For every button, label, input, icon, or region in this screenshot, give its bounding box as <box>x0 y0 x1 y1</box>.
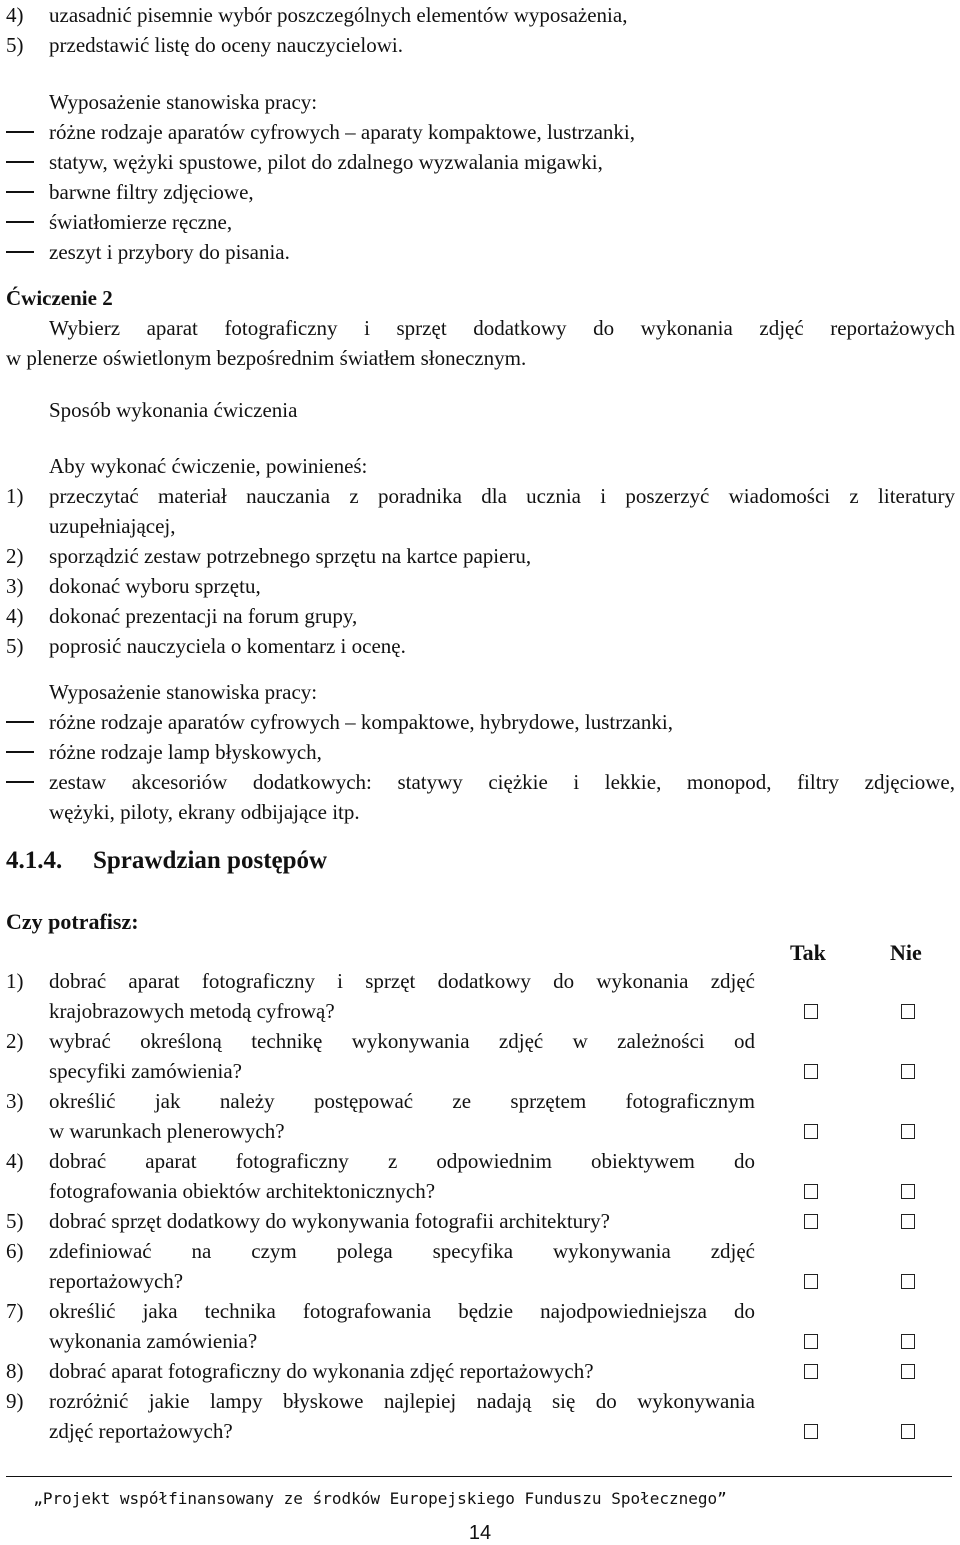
item-text-cont: reportażowych? <box>49 1269 184 1293</box>
yes-checkbox[interactable] <box>804 1124 818 1139</box>
no-checkbox[interactable] <box>901 1274 915 1289</box>
yes-checkbox[interactable] <box>804 1214 818 1229</box>
list-item: zestaw akcesoriów dodatkowych: statywy ciężkie i lekkie, monopod, filtry zdjęciowe, <box>0 767 960 797</box>
checklist-question: Czy potrafisz: <box>6 909 139 934</box>
item-text-cont: specyfiki zamówienia? <box>49 1059 242 1083</box>
list-item: barwne filtry zdjęciowe, <box>0 177 960 207</box>
method-title: Sposób wykonania ćwiczenia <box>49 398 298 422</box>
dash-bullet <box>6 221 34 223</box>
item-number: 7) <box>6 1299 24 1323</box>
yes-checkbox[interactable] <box>804 1364 818 1379</box>
no-checkbox[interactable] <box>901 1124 915 1139</box>
column-no: Nie <box>890 940 922 965</box>
yes-checkbox[interactable] <box>804 1184 818 1199</box>
yes-checkbox[interactable] <box>804 1274 818 1289</box>
equipment-list-1 <box>0 87 960 267</box>
item-number: 3) <box>6 1089 24 1113</box>
list-item: różne rodzaje aparatów cyfrowych – kompaktowe, hybrydowe, lustrzanki, <box>0 707 960 737</box>
list-item: światłomierze ręczne, <box>0 207 960 237</box>
item-text: wybrać określoną technikę wykonywania zdjęć w zależności od <box>49 1029 755 1053</box>
dash-bullet <box>6 191 34 193</box>
list-item: 4) dokonać prezentacji na forum grupy, <box>6 604 358 628</box>
list-item: różne rodzaje aparatów cyfrowych – aparaty kompaktowe, lustrzanki, <box>0 117 960 147</box>
list-item: 1) przeczytać materiał nauczania z poradnika dla ucznia i poszerzyć wiadomości z literatury <box>6 484 955 508</box>
item-number: 9) <box>6 1389 24 1413</box>
footer-divider <box>6 1476 952 1477</box>
item-text: dobrać sprzęt dodatkowy do wykonywania fotografii architektury? <box>49 1209 610 1233</box>
item-text: dobrać aparat fotograficzny do wykonania zdjęć reportażowych? <box>49 1359 594 1383</box>
item-number: 4) <box>6 1149 24 1173</box>
list-item-cont: wężyki, piloty, ekrany odbijające itp. <box>49 800 360 824</box>
column-yes: Tak <box>790 940 826 965</box>
exercise-steps <box>0 451 960 661</box>
checklist-item <box>0 1386 960 1446</box>
item-text-cont: krajobrazowych metodą cyfrową? <box>49 999 335 1023</box>
item-number: 6) <box>6 1239 24 1263</box>
item-number: 5) <box>6 1209 24 1233</box>
checklist-item <box>0 1086 960 1146</box>
item-text: rozróżnić jakie lampy błyskowe najlepiej nadają się do wykonywania <box>49 1389 755 1413</box>
no-checkbox[interactable] <box>901 1334 915 1349</box>
yes-checkbox[interactable] <box>804 1334 818 1349</box>
section-title: Sprawdzian postępów <box>93 847 328 874</box>
section-number: 4.1.4. <box>6 847 63 874</box>
checklist-item <box>0 1206 960 1236</box>
checklist-column-headers <box>0 938 960 968</box>
item-number: 8) <box>6 1359 24 1383</box>
dash-bullet <box>6 251 34 253</box>
no-checkbox[interactable] <box>901 1424 915 1439</box>
dash-bullet <box>6 751 34 753</box>
no-checkbox[interactable] <box>901 1214 915 1229</box>
item-text: dobrać aparat fotograficzny i sprzęt dodatkowy do wykonania zdjęć <box>49 969 755 993</box>
exercise-2 <box>0 283 960 373</box>
equipment-list-2 <box>0 677 960 827</box>
yes-checkbox[interactable] <box>804 1424 818 1439</box>
dash-bullet <box>6 131 34 133</box>
list-item: 5) poprosić nauczyciela o komentarz i ocenę. <box>6 634 406 658</box>
item-text: zdefiniować na czym polega specyfika wykonywania zdjęć <box>49 1239 755 1263</box>
list-item: zeszyt i przybory do pisania. <box>0 237 960 267</box>
item-text-cont: fotografowania obiektów architektonicznych? <box>49 1179 436 1203</box>
section-heading <box>0 843 960 879</box>
dash-bullet <box>6 161 34 163</box>
exercise-description: Wybierz aparat fotograficzny i sprzęt dodatkowy do wykonania zdjęć reportażowych <box>49 316 955 340</box>
list-item: różne rodzaje lamp błyskowych, <box>0 737 960 767</box>
list-item-cont: uzupełniającej, <box>49 514 176 538</box>
checklist-item <box>0 966 960 1026</box>
item-text-cont: zdjęć reportażowych? <box>49 1419 233 1443</box>
list-item: 3) dokonać wyboru sprzętu, <box>6 574 261 598</box>
checklist-item <box>0 1146 960 1206</box>
item-text: określić jaka technika fotografowania będzie najodpowiedniejsza do <box>49 1299 755 1323</box>
steps-intro: Aby wykonać ćwiczenie, powinieneś: <box>49 454 368 478</box>
list-item: 2) sporządzić zestaw potrzebnego sprzętu na kartce papieru, <box>6 544 532 568</box>
yes-checkbox[interactable] <box>804 1004 818 1019</box>
list-item: 4) uzasadnić pisemnie wybór poszczególnych elementów wyposażenia, <box>6 3 628 27</box>
item-number: 2) <box>6 1029 24 1053</box>
dash-bullet <box>6 781 34 783</box>
dash-bullet <box>6 721 34 723</box>
page-number: 14 <box>468 1522 492 1544</box>
item-text: dobrać aparat fotograficzny z odpowiednim obiektywem do <box>49 1149 755 1173</box>
checklist-item <box>0 1026 960 1086</box>
item-number: 1) <box>6 969 24 993</box>
checklist-items <box>0 966 960 1446</box>
no-checkbox[interactable] <box>901 1004 915 1019</box>
list-item: statyw, wężyki spustowe, pilot do zdalnego wyzwalania migawki, <box>0 147 960 177</box>
no-checkbox[interactable] <box>901 1064 915 1079</box>
item-text: określić jak należy postępować ze sprzętem fotograficznym <box>49 1089 755 1113</box>
equipment-title: Wyposażenie stanowiska pracy: <box>49 90 318 114</box>
item-text-cont: w warunkach plenerowych? <box>49 1119 285 1143</box>
checklist-item <box>0 1236 960 1296</box>
checklist-item <box>0 1296 960 1356</box>
checklist-item <box>0 1356 960 1386</box>
item-text-cont: wykonania zamówienia? <box>49 1329 258 1353</box>
yes-checkbox[interactable] <box>804 1064 818 1079</box>
equipment-title: Wyposażenie stanowiska pracy: <box>49 680 318 704</box>
no-checkbox[interactable] <box>901 1184 915 1199</box>
list-item: 5) przedstawić listę do oceny nauczycielowi. <box>6 33 403 57</box>
no-checkbox[interactable] <box>901 1364 915 1379</box>
exercise-description-cont: w plenerze oświetlonym bezpośrednim światłem słonecznym. <box>6 346 527 370</box>
top-list <box>0 0 960 60</box>
exercise-title: Ćwiczenie 2 <box>6 286 113 310</box>
footer-text: „Projekt współfinansowany ze środków Europejskiego Funduszu Społecznego” <box>33 1489 727 1508</box>
